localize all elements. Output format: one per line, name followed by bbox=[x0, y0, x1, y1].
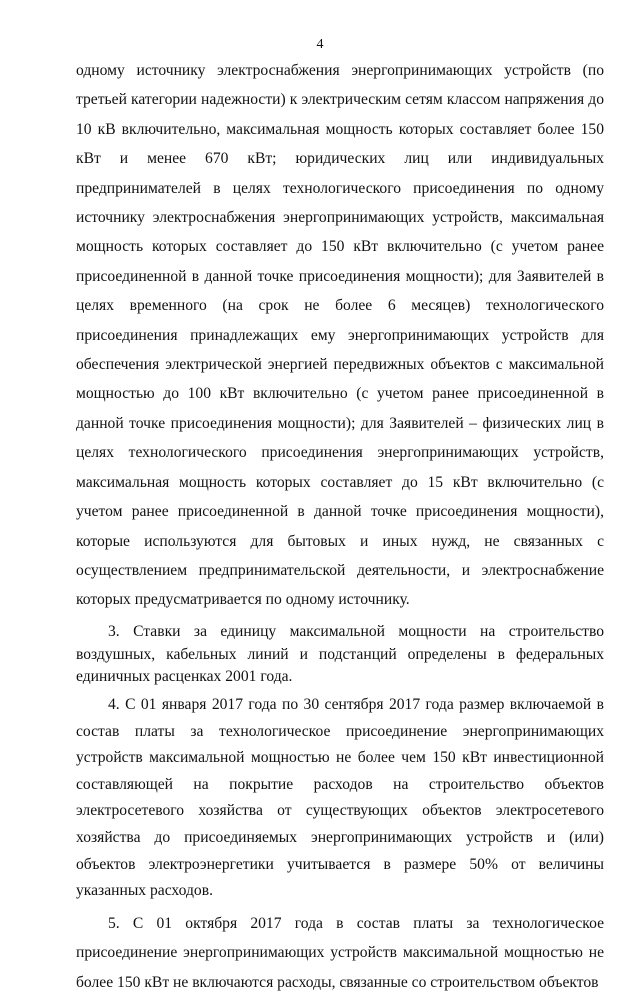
paragraph-item-4: 4. С 01 января 2017 года по 30 сентября 2017 года размер включаемой в состав платы за технологическое присоединение энергопринимающих устройств максимальной мощностью не более чем 150 кВт инвестиционной составляющей на покрытие расходов на строительство объектов электросетевого хозяйства от существующих объектов электросетевого хозяйства до присоединяемых энергопринимающих устройств и (или) объектов электроэнергетики учитывается в размере 50% от величины указанных расходов. bbox=[76, 696, 604, 900]
document-body bbox=[76, 56, 604, 997]
paragraph-continuation: одному источнику электроснабжения энергопринимающих устройств (по третьей категории надежности) к электрическим сетям классом напряжения до 10 кВ включительно, максимальная мощность которых составляет более 150 кВт и менее 670 кВт; юридических лиц или индивидуальных предпринимателей в целях технологического присоединения по одному источнику электроснабжения энергопринимающих устройств, максимальная мощность которых составляет до 150 кВт включительно (с учетом ранее присоединенной в данной точке присоединения мощности); для Заявителей в целях временного (на срок не более 6 месяцев) технологического присоединения принадлежащих ему энергопринимающих устройств для обеспечения электрической энергией передвижных объектов с максимальной мощностью до 100 кВт включительно (с учетом ранее присоединенной в данной точке присоединения мощности); для Заявителей – физических лиц в целях технологического присоединения энергопринимающих устройств, максимальная мощность которых составляет до 15 кВт включительно (с учетом ранее присоединенной в данной точке присоединения мощности), которые используются для бытовых и иных нужд, не связанных с осуществлением предпринимательской деятельности, и электроснабжение которых предусматривается по одному источнику. bbox=[76, 62, 604, 609]
paragraph-item-3: 3. Ставки за единицу максимальной мощности на строительство воздушных, кабельных линий и подстанций определены в федеральных единичных расценках 2001 года. bbox=[76, 622, 604, 686]
paragraph-item-5: 5. С 01 октября 2017 года в состав платы за технологическое присоединение энергопринимающих устройств максимальной мощностью не более 150 кВт не включаются расходы, связанные со строительством объектов bbox=[76, 914, 604, 991]
page-number: 4 bbox=[316, 37, 324, 52]
